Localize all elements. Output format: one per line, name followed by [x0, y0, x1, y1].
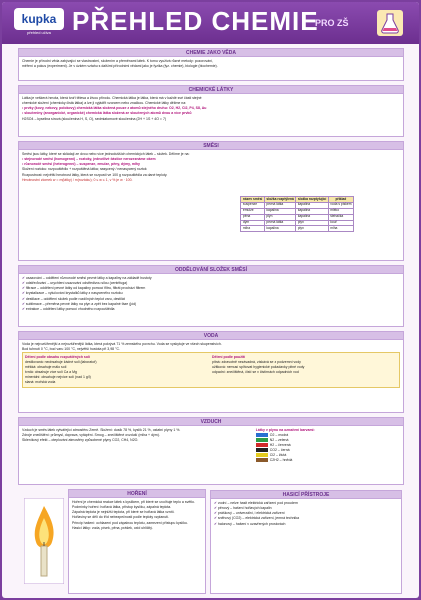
list-item: ✔ sněhový (CO2) – elektrická zařízení, jemná technika [214, 516, 300, 521]
section-smesi [18, 141, 404, 261]
table-cell: kapalina [296, 202, 328, 208]
section-heading: ODDĚLOVÁNÍ SLOŽEK SMĚSÍ [19, 266, 403, 274]
check-icon: ✔ [22, 291, 26, 296]
water-types-panel [22, 352, 400, 388]
color-swatch [256, 443, 268, 447]
color-swatch [256, 453, 268, 457]
list-item: slaná: mořská voda [25, 380, 56, 385]
text-line: Směsí jsou látky, které se skládají ze dvou nebo více jednodušších chemických látek – složek. Dělíme je na: [22, 152, 190, 156]
legend-row: C2H2 – hnědá [256, 458, 400, 462]
text-line: • stejnorodé směsi (homogenní) – roztoky, jednotlivé částice nerozeznáme okem [22, 157, 156, 162]
legend-row: CO2 – černá [256, 448, 400, 452]
legend-row: N2 – zelená [256, 438, 400, 442]
list-item: destilovaná: neobsahuje žádné soli (laboratoř) [25, 359, 97, 364]
table-cell: kapalina [264, 226, 295, 232]
section-heading: HOŘENÍ [69, 490, 205, 498]
section-heading: HASICÍ PŘÍSTROJE [211, 491, 401, 499]
table-cell: kouř [328, 220, 353, 226]
list-item: tvrdá: obsahuje více solí Ca a Mg [25, 370, 77, 375]
table-cell: pěna [241, 214, 264, 220]
list-item: užitková: nemusí splňovat hygienické požadavky pitné vody [212, 365, 305, 369]
table-header: složka rozptylující [297, 196, 327, 201]
list-item: ✔ sublimace – přeměna pevné látky na plyn a zpět bez kapalné fáze (jód) [22, 301, 137, 306]
text-line: Podmínky hoření: hořlavá látka, přístup kyslíku, zápalná teplota. [72, 505, 172, 510]
table-cell: kapalina [264, 208, 295, 214]
text-line: Zápalná teplota je nejnižší teplota, při které se hořlavá látka vznítí. [72, 510, 175, 515]
text-line: • prvky (kovy, nekovy, polokovy) chemická látka složená pouze z atomů stejného druhu: O2, H2, Cl2, P4, S8, Au [22, 106, 207, 111]
check-icon: ✔ [214, 516, 218, 521]
list-item: ✔ destilace – oddělení složek podle rozdílných teplot varu, destilát [22, 296, 125, 301]
check-icon: ✔ [22, 276, 26, 280]
color-swatch [256, 448, 268, 452]
list-item: měkká: obsahuje málo solí [25, 365, 67, 369]
text-line: Rozpustnost: největší hmotnost látky, která se rozpustí ve 100 g rozpouštědla za dané teploty. [22, 172, 168, 177]
list-item: ✔ vodní – nelze hasit elektrická zařízení pod proudem [214, 501, 298, 505]
legend-title: Látky v plynu na označení barvami: [255, 428, 315, 432]
list-item: minerální: obsahuje nejvíce solí (nad 1 g/l) [25, 375, 91, 380]
check-icon: ✔ [22, 301, 26, 306]
text-line: Zdroje znečištění: průmysl, doprava, vytápění. Smog – znečištěné ovzduší (mlha + dým). [22, 433, 160, 438]
section-heading: SMĚSI [19, 142, 403, 150]
legend-row: H2 – červená [256, 443, 400, 447]
section-heading: CHEMIE JAKO VĚDA [19, 49, 403, 57]
page-title: PŘEHLED CHEMIE [72, 6, 319, 36]
legend-row: O2 – modrá [256, 433, 400, 437]
text-line: Hořlaviny se dělí do tříd nebezpečnosti podle teploty vzplanutí. [72, 515, 170, 520]
list-item: ✔ pěnový – hašení hořlavých kapalin [214, 506, 272, 511]
list-item: ✔ práškový – univerzální, i elektrická zařízení [214, 511, 285, 516]
section-vzduch [18, 417, 404, 485]
list-item: pitná: zdravotně nezávadná, získává se z podzemní vody [212, 359, 301, 364]
panel-title: Dělení podle použití [212, 354, 246, 359]
gas-legend [256, 428, 400, 463]
table-header: složka rozptýlená [266, 196, 294, 201]
list-item: ✔ krystalizace – vylučování krystalků látky z nasyceného roztoku [22, 291, 123, 296]
section-hasici-pristroje [210, 490, 402, 594]
section-chemicke-latky [18, 85, 404, 137]
check-icon: ✔ [214, 511, 218, 516]
color-swatch [256, 458, 268, 462]
table-cell: plyn [296, 220, 328, 226]
panel-title: Dělení podle obsahu rozpuštěných solí [25, 354, 90, 359]
text-line: H2SO4 – kyselina sírová (sloučenina H, S, O), sedmiatomové sloučenina (2H + 1S + 4O = 7) [22, 116, 167, 121]
table-cell: mlha [328, 226, 353, 232]
check-icon: ✔ [22, 286, 26, 291]
text-line: Chemie je přírodní věda zabývající se vlastnostmi, složením a přeměnami látek. K tomu využívá různé metody: pozorování, [22, 59, 214, 63]
section-heading: VODA [19, 332, 403, 340]
logo-subtitle: přehled učiva [27, 30, 51, 35]
table-cell: pevná látka [264, 202, 295, 208]
color-swatch [256, 433, 268, 437]
text-line: chemické složení (chemicky čistá látka) a lze ji vyjádřit vzorcem nebo značkou. Chemické látky dělíme na: [22, 101, 187, 106]
table-cell: dým [241, 220, 264, 226]
text-line: Složení roztoku: rozpouštědlo + rozpuštěná látka; nasycený / nenasycený roztok [22, 167, 147, 172]
section-heading: CHEMICKÉ LÁTKY [19, 86, 403, 94]
text-line: Skleníkový efekt – oteplování atmosféry způsobené plyny CO2, CH4, N2O. [22, 438, 139, 443]
text-line: • sloučeniny (anorganické, organické) chemická látka složená ze sloučených atomů dvou a více prvků [22, 111, 192, 116]
text-line: Hoření je chemická reakce látek s kyslíkem, při které se uvolňuje teplo a světlo. [72, 500, 195, 504]
table-cell: kapalina [296, 214, 328, 220]
check-icon: ✔ [22, 296, 26, 301]
table-header: příklad [328, 197, 353, 203]
color-swatch [256, 438, 268, 442]
flame-illustration [24, 498, 64, 584]
text-line: Vzduch je směs látek vytvářející atmosféru Země. Složení: dusík 78 %, kyslík 21 %, ostatní plyny 1 %. [22, 428, 181, 432]
table-cell: plyn [296, 226, 328, 232]
legend-row: Cl2 – žlutá [256, 453, 400, 457]
table-header: název směsi [242, 196, 263, 201]
list-item: ✔ usazování – oddělení různorodé směsi pevné látky a kapaliny na základě hustoty [22, 276, 152, 280]
check-icon: ✔ [214, 501, 218, 505]
section-heading: VZDUCH [19, 418, 403, 426]
check-icon: ✔ [214, 506, 218, 511]
check-icon: ✔ [22, 281, 26, 286]
section-voda [18, 331, 404, 413]
list-item: ✔ odstřeďování – urychlení usazování odstředivou silou (centrifuga) [22, 281, 128, 286]
text-line: Princip hašení: ochlazení pod zápalnou teplotu, zamezení přístupu kyslíku. [72, 520, 188, 525]
list-item: ✔ extrakce – oddělení látky pomocí vhodného rozpouštědla [22, 306, 115, 311]
list-item: odpadní: znečištěná, čistí se v čistírnách odpadních vod [212, 370, 299, 375]
section-horeni [68, 489, 206, 594]
flask-icon [377, 10, 403, 36]
table-cell: emulze [241, 208, 264, 214]
table-cell: šlehačka [328, 214, 353, 220]
text-line: Bod tuhnutí 0 °C, bod varu 100 °C, největší hustota při 3,98 °C. [22, 347, 120, 352]
text-line: Voda je nejrozšířenější a nejrozšířenější látka, která pokrývá 71 % zemského povrchu. Voda se vyskytuje ve všech skupenstvích. [22, 342, 222, 346]
section-oddelovani [18, 265, 404, 327]
mixture-table [240, 196, 354, 232]
section-chemie-jako-veda [18, 48, 404, 81]
text-line: Hmotnostní zlomek w = m(látky) / m(roztoku); 0 ≤ w ≤ 1, v % je w · 100. [22, 177, 133, 182]
table-cell: mlha [241, 226, 264, 232]
text-line: Látka je veškerá hmota, která tvoří tělesa a živou přírodu. Chemická látka je látka, která má v každé své části stejné [22, 96, 202, 100]
table-cell: mléko [328, 208, 353, 214]
header-bar [2, 2, 419, 44]
text-line: • různorodé směsi (heterogenní) – suspenze, emulze, pěny, dýmy, mlhy [22, 162, 140, 167]
text-line: měření a pokus (experiment). Je v úzkém vztahu s dalšími přírodními vědami jako je fyzika (fyz. chemie), biologie (biochemie). [22, 64, 218, 69]
table-cell: pevná látka [264, 220, 295, 226]
table-cell: kapalina [296, 208, 328, 214]
check-icon: ✔ [214, 521, 218, 526]
table-row [241, 226, 354, 232]
check-icon: ✔ [22, 306, 26, 311]
publisher-logo: kupka [14, 8, 64, 30]
page-subtitle: PRO ZŠ [315, 18, 349, 28]
list-item: ✔ halonový – hašení v uzavřených prostorách [214, 521, 286, 526]
chart-card [2, 2, 419, 598]
table-cell: voda s pískem [330, 202, 352, 207]
table-cell: plyn [264, 214, 295, 220]
text-line: Hasicí látky: voda, písek, pěna, prášek, oxid uhličitý. [72, 525, 153, 530]
table-cell: suspenze [241, 202, 264, 208]
list-item: ✔ filtrace – oddělení pevné látky od kapaliny pomocí filtru, filtrát prochází filtrem [22, 286, 146, 291]
